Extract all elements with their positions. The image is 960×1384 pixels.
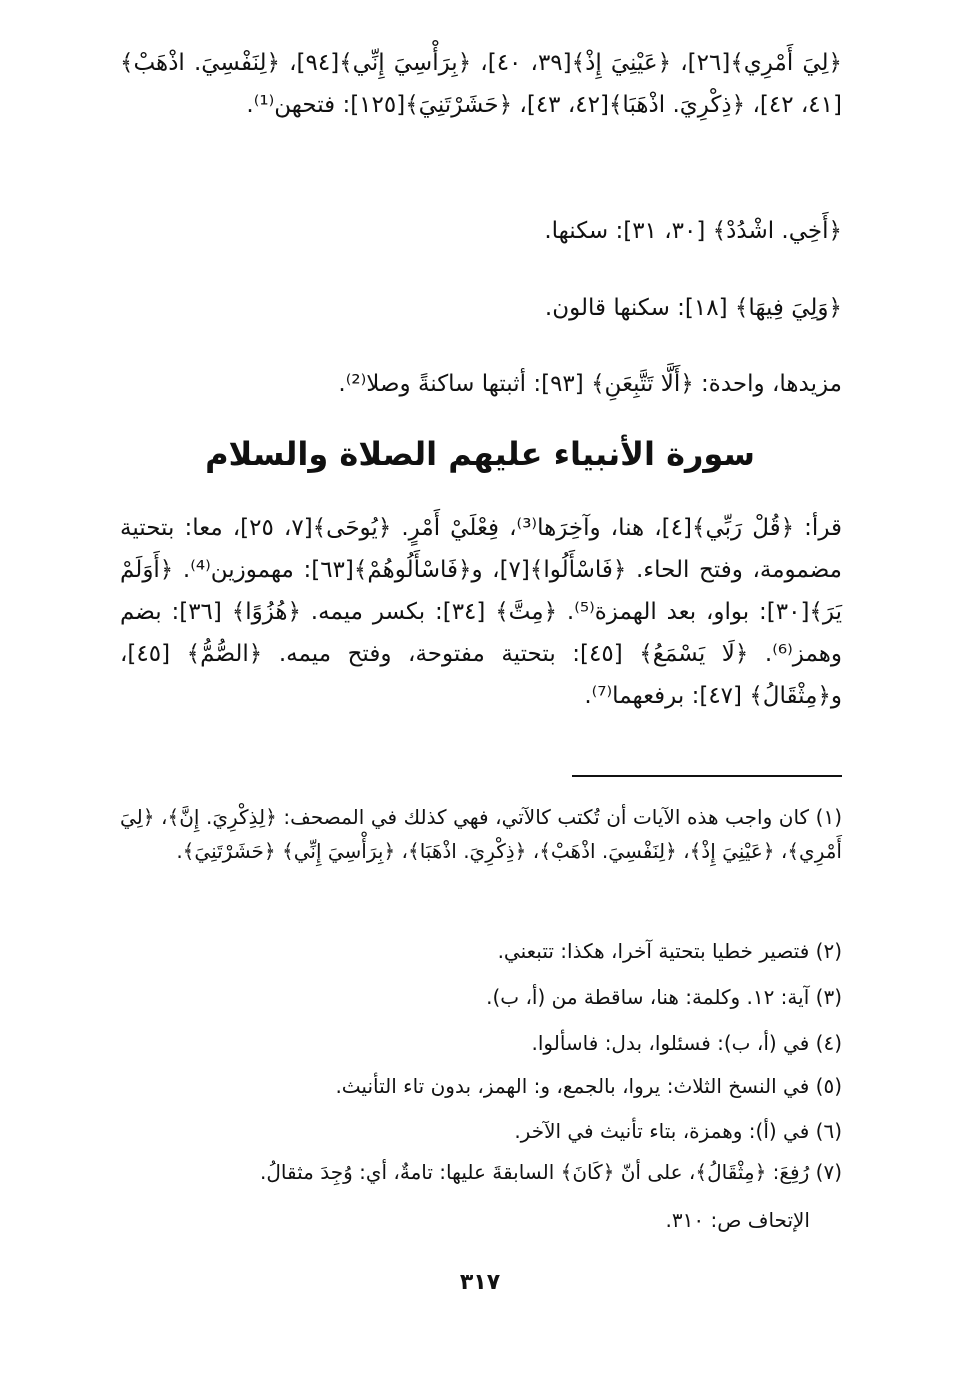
line-mazidha: مزيدها، واحدة: ﴿أَلَّا تَتَّبِعَنِ﴾ [٩٣]: أثبتها ساكنةً وصلا⁽²⁾. — [338, 371, 842, 397]
footnote-3: (٣) آية: ١٢. وكلمة: هنا، ساقطة من (أ، ب). — [486, 985, 842, 1009]
footnote-7-source: الإتحاف ص: ٣١٠. — [665, 1208, 810, 1232]
line-akhi-ushdud: ﴿أَخِي. اشْدُدْ﴾ [٣٠، ٣١]: سكنها. — [544, 218, 842, 244]
footnote-5: (٥) في النسخ الثلاث: يروا، بالجمع، و: الهمز، بدون تاء التأنيث. — [335, 1074, 842, 1098]
surah-title: سورة الأنبياء عليهم الصلاة والسلام — [205, 435, 755, 473]
page-number: ٣١٧ — [459, 1270, 501, 1295]
paragraph-taha-ending: ﴿لِيَ أَمْرِي﴾[٢٦]، ﴿عَيْنِيَ إِذْ﴾[٣٩، ٤٠]، ﴿بِرَأْسِيَ إِنِّي﴾[٩٤]، ﴿لِنَفْسِيَ. اذْهَبْ﴾[٤١، ٤٢]، ﴿ذِكْرِيَ. اذْهَبَا﴾[٤٢، ٤٣]، ﴿حَشَرْتَنِيَ﴾[١٢٥]: فتحهن⁽¹⁾. — [120, 50, 842, 118]
footnote-6: (٦) في (أ): وهمزة، بتاء تأنيث في الآخر. — [514, 1119, 842, 1143]
footnote-1: (١) كان واجب هذه الآيات أن تُكتب كالآتي، فهي كذلك في المصحف: ﴿لِذِكْرِيَ. إِنَّ﴾، ﴿لِيَ أَمْرِي﴾، ﴿عَيْنِيَ إِذْ﴾، ﴿لِنَفْسِيَ. اذْهَبْ﴾، ﴿ذِكْرِيَ. اذْهَبَا﴾، ﴿بِرَأْسِيَ إِنِّي﴾ ﴿حَشَرْتَنِيَ﴾. — [120, 805, 842, 863]
footnote-separator — [572, 775, 842, 777]
line-waliya-fiha: ﴿وَلِيَ فِيهَا﴾ [١٨]: سكنها قالون. — [544, 295, 842, 321]
footnote-2: (٢) فتصير خطيا بتحتية آخرا، هكذا: تتبعني. — [497, 939, 842, 963]
footnote-4: (٤) في (أ، ب): فسئلوا، بدل: فاسألوا. — [531, 1031, 842, 1055]
paragraph-anbiya: قرأ: ﴿قُلْ رَبِّي﴾[٤]، هنا، وآخِرَها⁽³⁾، فِعْلَيْ أَمْرٍ. ﴿يُوحَى﴾[٧، ٢٥]، معا: بتحتية مضمومة، وفتح الحاء. ﴿فَاسْأَلُوا﴾[٧]، و﴿فَاسْأَلُوهُمْ﴾[٦٣]: مهموزين⁽⁴⁾. ﴿أَوَلَمْ يَرَ﴾[٣٠]: بواو، بعد الهمزة⁽⁵⁾. ﴿مِتَّ﴾ [٣٤]: بكسر ميمه. ﴿هُزُوًا﴾ [٣٦]: بضم وهمز⁽⁶⁾. ﴿لَا يَسْمَعُ﴾ [٤٥]: بتحتية مفتوحة، وفتح ميمه. ﴿الصُّمُّ﴾ [٤٥]، و﴿مِثْقَالُ﴾ [٤٧]: برفعهما⁽⁷⁾. — [120, 515, 843, 709]
footnote-7: (٧) رُفِعَ: ﴿مِثْقَالُ﴾، على أنّ ﴿كَانَ﴾ السابقةَ عليها: تامةٌ، أي: وُجِدَ مثقالُ. — [260, 1160, 842, 1184]
